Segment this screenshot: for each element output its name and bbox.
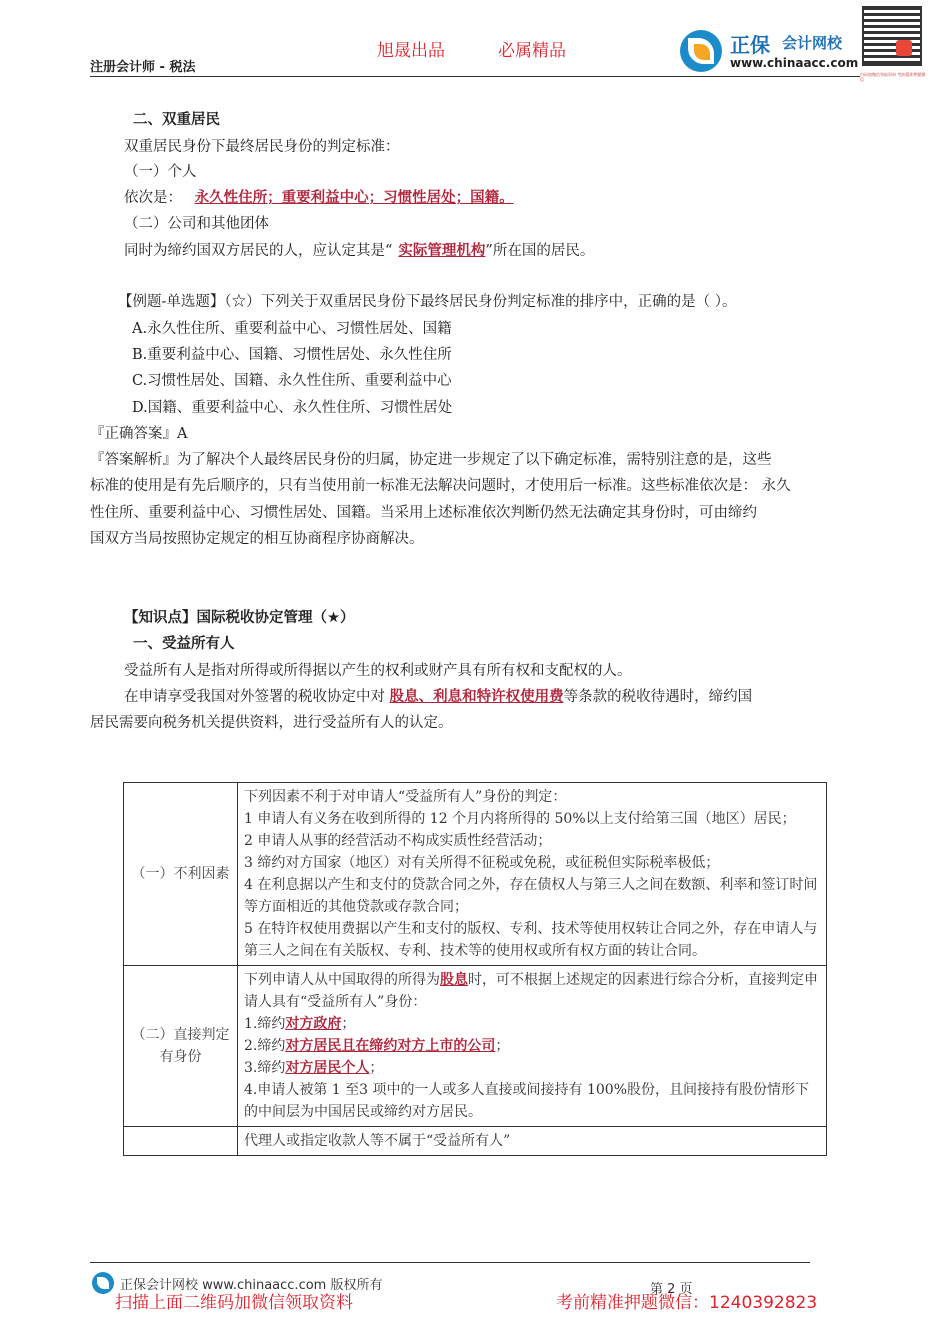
company-key: 实际管理机构	[398, 242, 486, 259]
footer-divider	[90, 1262, 810, 1263]
item-post: ；	[495, 1038, 510, 1054]
item-key: 对方居民且在缔约对方上市的公司	[285, 1038, 496, 1054]
table-line: 4 在利息据以产生和支付的贷款合同之外，存在债权人与第三人之间在数额、利率和签订时间等方面相近的其他贷款或存款合同；	[244, 877, 818, 915]
logo-brand-sub: 会计网校	[782, 34, 843, 52]
table-line	[244, 1013, 820, 1035]
company-line	[124, 239, 594, 260]
apply-line-2: 居民需要向税务机关提供资料，进行受益所有人的认定。	[90, 715, 453, 731]
logo-url: www.chinaacc.com	[730, 56, 859, 70]
order-line	[124, 186, 514, 207]
qr-code	[862, 6, 924, 88]
row-label-empty	[124, 1127, 238, 1156]
header-slogan-left: 旭晟出品	[377, 41, 445, 61]
table-line	[244, 1057, 820, 1079]
order-items: 永久性住所；重要利益中心；习惯性居处；国籍。	[194, 189, 514, 206]
order-prefix: 依次是：	[124, 190, 182, 206]
qr-code-icon	[862, 6, 922, 66]
table-line	[244, 1035, 820, 1057]
table-line: 代理人或指定收款人等不属于“受益所有人”	[244, 1133, 511, 1149]
option-a: A.永久性住所、重要利益中心、习惯性居处、国籍	[132, 321, 452, 337]
analysis-line: 『答案解析』为了解决个人最终居民身份的归属，协定进一步规定了以下确定标准，需特别注意的是，这些	[90, 452, 772, 468]
row-label: （二）直接判定有身份	[124, 966, 238, 1127]
row-content	[238, 783, 827, 966]
row2-intro-b: 时，可不根据上述规定的因素进行综合分析，直接判定申请人具有“受益所有人”身份：	[244, 972, 818, 1010]
apply-line	[124, 685, 752, 706]
item-pre: 3.缔约	[244, 1060, 286, 1076]
table-line: 5 在特许权使用费据以产生和支付的版权、专利、技术等使用权转让合同之外，存在申请人与第三人之间在有关版权、专利、技术等的使用权或所有权方面的转让合同。	[244, 921, 818, 959]
analysis-line: 性住所、重要利益中心、习惯性居处、国籍。当采用上述标准依次判断仍然无法确定其身份时，可由缔约	[90, 505, 757, 521]
table-line: 下列因素不利于对申请人“受益所有人”身份的判定：	[244, 789, 567, 805]
qr-caption: 扫码加微信领取资料 考前精准押题微信	[860, 72, 926, 82]
header-slogan-right: 必属精品	[498, 41, 566, 61]
knowledge-point-title: 【知识点】国际税收协定管理（★）	[124, 610, 355, 626]
subheading-company: （二）公司和其他团体	[124, 216, 269, 232]
row-label: （一）不利因素	[124, 783, 238, 966]
section-heading-beneficial-owner: 一、受益所有人	[133, 636, 235, 652]
item-pre: 2.缔约	[244, 1038, 286, 1054]
table-line	[244, 969, 820, 1013]
brand-logo	[680, 26, 860, 76]
apply-key: 股息、利息和特许权使用费	[389, 688, 564, 705]
beneficial-owner-table	[123, 782, 827, 1156]
table-line: 1 申请人有义务在收到所得的 12 个月内将所得的 50%以上支付给第三国（地区）居民；	[244, 811, 796, 827]
row2-intro-a: 下列申请人从中国取得的所得为	[244, 972, 440, 988]
table-line: 4.申请人被第 1 至3 项中的一人或多人直接或间接持有 100%股份，且间接持有股份情形下的中间层为中国居民或缔约对方居民。	[244, 1082, 809, 1120]
table-row	[124, 966, 827, 1127]
apply-prefix: 在申请享受我国对外签署的税收协定中对	[124, 689, 390, 705]
row-content	[238, 966, 827, 1127]
item-key: 对方政府	[285, 1016, 342, 1032]
footer-wechat: 考前精准押题微信：1240392823	[556, 1293, 818, 1313]
option-c: C.习惯性居处、国籍、永久性住所、重要利益中心	[132, 373, 452, 389]
item-post: ；	[341, 1016, 356, 1032]
row2-intro-key: 股息	[440, 972, 468, 988]
analysis-line: 国双方当局按照协定规定的相互协商程序协商解决。	[90, 531, 424, 547]
footer-logo-icon	[92, 1272, 114, 1294]
item-key: 对方居民个人	[285, 1060, 370, 1076]
apply-suffix: 等条款的税收待遇时，缔约国	[563, 689, 753, 705]
footer-copyright: 正保会计网校 www.chinaacc.com 版权所有	[120, 1278, 383, 1293]
analysis-line: 标准的使用是有先后顺序的，只有当使用前一标准无法解决问题时，才使用后一标准。这些标准依次是： 永久	[90, 478, 791, 494]
logo-icon	[680, 30, 722, 72]
logo-brand-text: 正保	[730, 33, 770, 57]
table-row	[124, 783, 827, 966]
company-suffix: ”所在国的居民。	[485, 243, 595, 259]
example-question: 【例题-单选题】（☆）下列关于双重居民身份下最终居民身份判定标准的排序中，正确的是（ ）。	[118, 294, 737, 310]
correct-answer: 『正确答案』A	[90, 426, 188, 442]
option-d: D.国籍、重要利益中心、永久性住所、习惯性居处	[132, 400, 453, 416]
item-pre: 1.缔约	[244, 1016, 286, 1032]
table-line: 3 缔约对方国家（地区）对有关所得不征税或免税，或征税但实际税率极低；	[244, 855, 720, 871]
footer-scan-note: 扫描上面二维码加微信领取资料	[115, 1293, 353, 1313]
company-prefix: 同时为缔约国双方居民的人，应认定其是“	[124, 243, 393, 259]
qr-badge-icon	[896, 40, 912, 56]
table-line: 2 申请人从事的经营活动不构成实质性经营活动；	[244, 833, 552, 849]
subheading-individual: （一）个人	[124, 164, 197, 180]
table-row	[124, 1127, 827, 1156]
row-content	[238, 1127, 827, 1156]
section-heading-dual-resident: 二、双重居民	[133, 112, 220, 128]
section-intro: 双重居民身份下最终居民身份的判定标准：	[124, 139, 400, 155]
option-b: B.重要利益中心、国籍、习惯性居处、永久性住所	[132, 347, 452, 363]
beneficial-owner-definition: 受益所有人是指对所得或所得据以产生的权利或财产具有所有权和支配权的人。	[124, 663, 632, 679]
item-post: ；	[369, 1060, 384, 1076]
header-divider	[90, 76, 860, 77]
course-title: 注册会计师 - 税法	[90, 60, 196, 75]
footer-page-number: 第 2 页	[650, 1282, 693, 1297]
